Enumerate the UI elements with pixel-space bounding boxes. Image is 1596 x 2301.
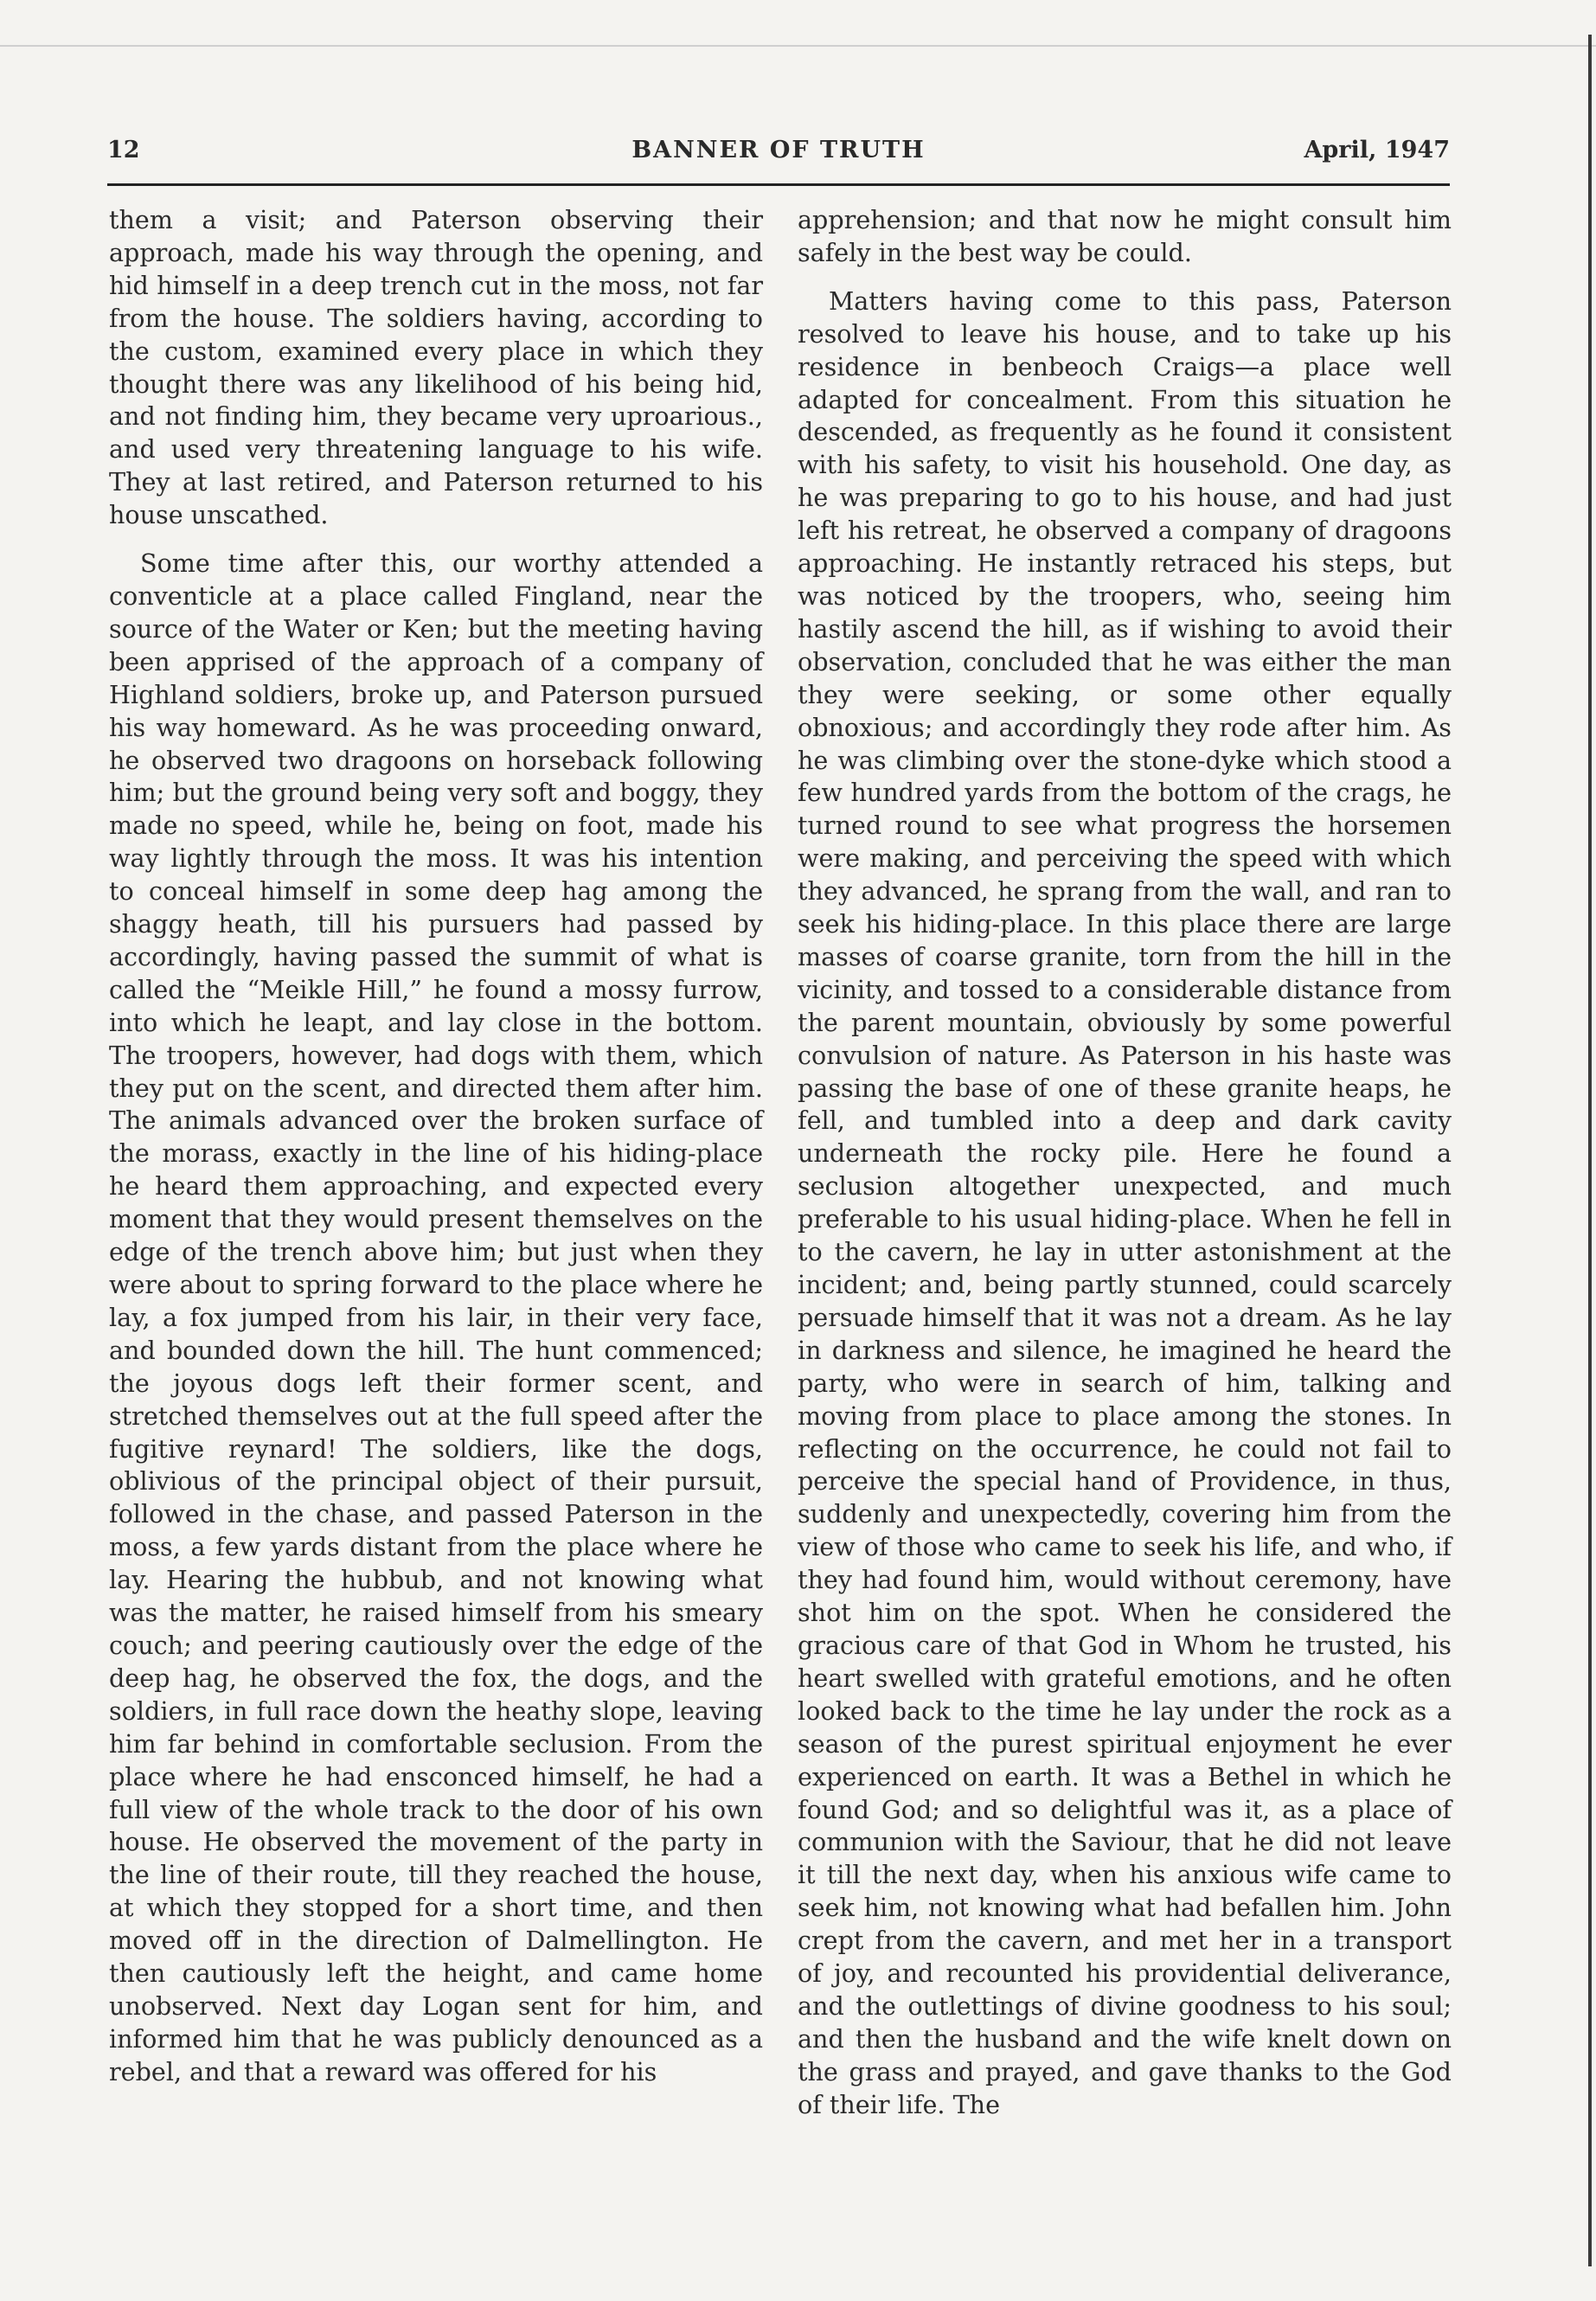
header-rule: [107, 183, 1450, 186]
page-number: 12: [107, 137, 140, 163]
paragraph: Matters having come to this pass, Paterson resolved to leave his house, and to take up his residence in benbeoch Craigs—a place well adapted for concealment. From this situation he descended, as frequently as he found it consistent with his safety, to visit his household. One day, as he was preparing to go to his house, and had just left his retreat, he observed a company of dragoons approaching. He instantly retraced his steps, but was noticed by the troopers, who, seeing him hastily ascend the hill, as if wishing to avoid their observation, concluded that he was either the man they were seeking, or some other equally obnoxious; and accordingly they rode after him. As he was climbing over the stone-dyke which stood a few hundred yards from the bottom of the crags, he turned round to see what progress the horsemen were making, and perceiving the speed with which they advanced, he sprang from the wall, and ran to seek his hiding-place. In this place there are large masses of coarse granite, torn from the hill in the vicinity, and tossed to a considerable distance from the parent mountain, obviously by some powerful convulsion of nature. As Paterson in his haste was passing the base of one of these granite heaps, he fell, and tumbled into a deep and dark cavity underneath the rocky pile. Here he found a seclusion altogether unexpected, and much preferable to his usual hiding-place. When he fell in to the cavern, he lay in utter astonishment at the incident; and, being partly stunned, could scarcely persuade himself that it was not a dream. As he lay in darkness and silence, he imagined he heard the party, who were in search of him, talking and moving from place to place among the stones. In reflecting on the occurrence, he could not fail to perceive the special hand of Providence, in thus, suddenly and unexpectedly, covering him from the view of those who came to seek his life, and who, if they had found him, would without ceremony, have shot him on the spot. When he considered the gracious care of that God in Whom he trusted, his heart swelled with grateful emotions, and he often looked back to the time he lay under the rock as a season of the purest spiritual enjoyment he ever experienced on earth. It was a Bethel in which he found God; and so delightful was it, as a place of communion with the Saviour, that he did not leave it till the next day, when his anxious wife came to seek him, not knowing what had befallen him. John crept from the cavern, and met her in a transport of joy, and recounted his providential deliverance, and the outlettings of divine goodness to his soul; and then the husband and the wife knelt down on the grass and prayed, and gave thanks to the God of their life. The: [798, 285, 1452, 2119]
paragraph: Some time after this, our worthy attended a conventicle at a place called Fingland, near the source of the Water or Ken; but the meeting having been apprised of the approach of a company of Highland soldiers, broke up, and Paterson pursued his way homeward. As he was proceeding onward, he observed two dragoons on horseback following him; but the ground being very soft and boggy, they made no speed, while he, being on foot, made his way lightly through the moss. It was his intention to conceal himself in some deep hag among the shaggy heath, till his pursuers had passed by accordingly, having passed the summit of what is called the “Meikle Hill,” he found a mossy furrow, into which he leapt, and lay close in the bottom. The troopers, however, had dogs with them, which they put on the scent, and directed them after him. The animals advanced over the broken surface of the morass, exactly in the line of his hiding-place he heard them approaching, and expected every moment that they would present themselves on the edge of the trench above him; but just when they were about to spring forward to the place where he lay, a fox jumped from his lair, in their very face, and bounded down the hill. The hunt commenced; the joyous dogs left their former scent, and stretched themselves out at the full speed after the fugitive reynard! The soldiers, like the dogs, oblivious of the principal object of their pursuit, followed in the chase, and passed Paterson in the moss, a few yards distant from the place where he lay. Hearing the hubbub, and not knowing what was the matter, he raised himself from his smeary couch; and peering cautiously over the edge of the deep hag, he observed the fox, the dogs, and the soldiers, in full race down the heathy slope, leaving him far behind in comfortable seclusion. From the place where he had ensconced himself, he had a full view of the whole track to the door of his own house. He observed the movement of the party in the line of their route, till they reached the house, at which they stopped for a short time, and then moved off in the direction of Dalmellington. He then cautiously left the height, and came home unobserved. Next day Logan sent for him, and informed him that he was publicly denounced as a rebel, and that a reward was offered for his: [109, 548, 763, 2086]
left-column: [109, 204, 763, 2089]
page-header: [107, 137, 1450, 175]
scan-top-edge: [0, 45, 1596, 47]
journal-title: BANNER OF TRUTH: [631, 137, 926, 163]
paragraph: apprehension; and that now he might consult him safely in the best way be could.: [798, 205, 1452, 267]
right-column: [798, 204, 1452, 2122]
issue-date: April, 1947: [1304, 137, 1450, 163]
paragraph: them a visit; and Paterson observing their approach, made his way through the opening, and hid himself in a deep trench cut in the moss, not far from the house. The soldiers having, according to the custom, examined every place in which they thought there was any likelihood of his being hid, and not finding him, they became very uproarious., and used very threatening language to his wife. They at last retired, and Paterson returned to his house unscathed.: [109, 205, 763, 530]
scan-right-edge: [1588, 35, 1592, 2266]
